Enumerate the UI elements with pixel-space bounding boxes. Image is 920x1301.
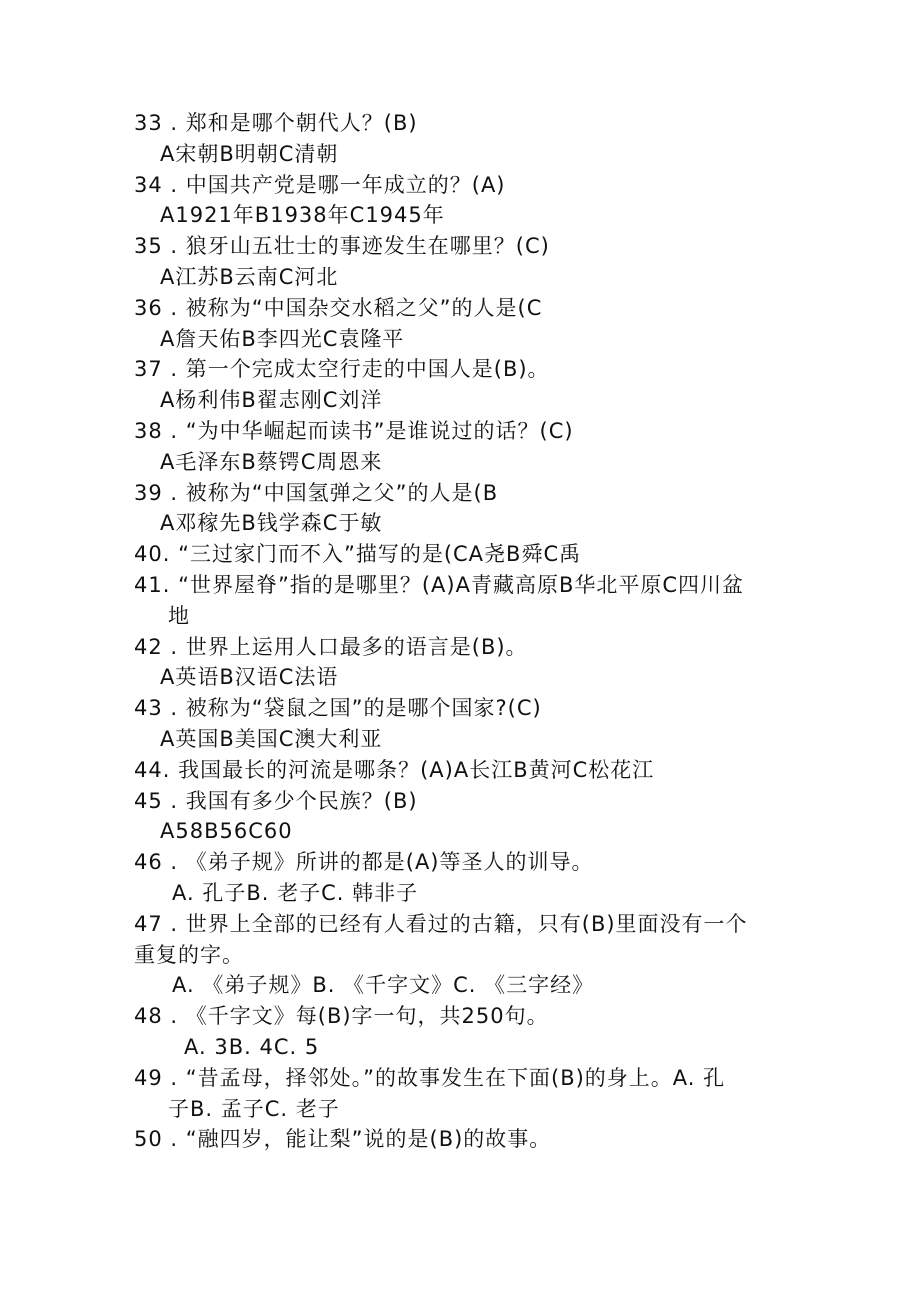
question-line: 44. 我国最长的河流是哪条？(A)A长江B黄河C松花江: [134, 757, 655, 782]
question-line: 43 . 被称为“袋鼠之国”的是哪个国家?(C): [134, 696, 542, 721]
options-line: A. 3B. 4C. 5: [184, 1034, 320, 1059]
continuation-line: 地: [168, 603, 190, 628]
question-line: 34 . 中国共产党是哪一年成立的？(A): [134, 172, 506, 197]
question-line: 39 . 被称为“中国氢弹之父”的人是(B: [134, 480, 499, 505]
question-line: 48 . 《千字文》每(B)字一句，共250句。: [134, 1004, 549, 1029]
question-line: 36 . 被称为“中国杂交水稻之父”的人是(C: [134, 295, 543, 320]
quiz-text-body: [134, 108, 794, 1155]
question-line: 41. “世界屋脊”指的是哪里？(A)A青藏高原B华北平原C四川盆: [134, 572, 745, 597]
question-line: 47 . 世界上全部的已经有人看过的古籍，只有(B)里面没有一个: [134, 911, 748, 936]
question-line: 33 . 郑和是哪个朝代人？(B): [134, 111, 418, 135]
question-line: 42 . 世界上运用人口最多的语言是(B)。: [134, 634, 528, 659]
options-line: A江苏B云南C河北: [160, 264, 339, 289]
options-line: A毛泽东B蔡锷C周恩来: [160, 449, 383, 474]
options-line: A. 《弟子规》B. 《千字文》C. 《三字经》: [172, 973, 595, 998]
question-line: 35 . 狼牙山五壮士的事迹发生在哪里？(C): [134, 234, 550, 259]
question-line: 49 . “昔孟母，择邻处。”的故事发生在下面(B)的身上。A. 孔: [134, 1065, 726, 1090]
continuation-line: 子B. 孟子C. 老子: [168, 1096, 340, 1121]
question-line: 46 . 《弟子规》所讲的都是(A)等圣人的训导。: [134, 850, 594, 875]
question-line: 37 . 第一个完成太空行走的中国人是(B)。: [134, 357, 550, 382]
question-line: 40. “三过家门而不入”描写的是(CA尧B舜C禹: [134, 542, 582, 567]
options-line: A邓稼先B钱学森C于敏: [160, 511, 383, 536]
options-line: A杨利伟B翟志刚C刘洋: [160, 388, 383, 413]
options-line: A宋朝B明朝C清朝: [160, 141, 339, 166]
question-line: 重复的字。: [134, 942, 244, 967]
question-line: 45 . 我国有多少个民族？(B): [134, 788, 418, 813]
options-line: A英国B美国C澳大利亚: [160, 726, 383, 751]
options-line: A58B56C60: [160, 819, 293, 844]
options-line: A英语B汉语C法语: [160, 665, 339, 690]
options-line: A. 孔子B. 老子C. 韩非子: [172, 880, 419, 905]
options-line: A詹天佑B李四光C袁隆平: [160, 326, 405, 351]
question-line: 38 . “为中华崛起而读书”是谁说过的话？(C): [134, 418, 574, 443]
question-line: 50 . “融四岁，能让梨”说的是(B)的故事。: [134, 1127, 552, 1152]
options-line: A1921年B1938年C1945年: [160, 203, 445, 228]
